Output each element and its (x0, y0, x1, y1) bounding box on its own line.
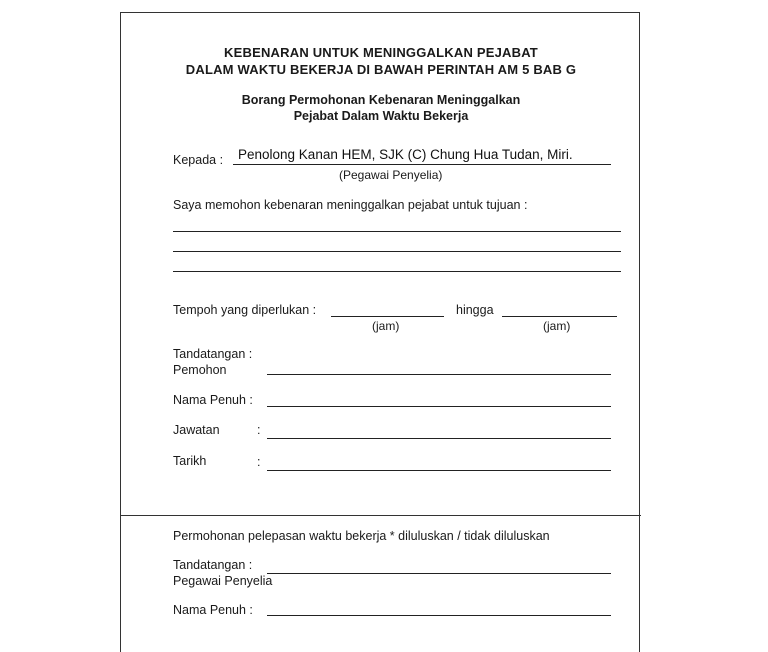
applicant-position-line[interactable] (267, 438, 611, 439)
duration-to-unit: (jam) (543, 319, 571, 333)
applicant-date-label: Tarikh (173, 454, 207, 468)
duration-from-line[interactable] (331, 316, 444, 317)
applicant-signature-label: Tandatangan : (173, 347, 253, 361)
recipient-line (233, 164, 611, 165)
form-subtitle-line1: Borang Permohonan Kebenaran Meninggalkan (241, 93, 521, 107)
duration-from-unit: (jam) (372, 319, 400, 333)
purpose-line-1[interactable] (173, 231, 621, 232)
recipient-caption: (Pegawai Penyelia) (339, 168, 443, 182)
purpose-line-2[interactable] (173, 251, 621, 252)
duration-label: Tempoh yang diperlukan : (173, 303, 317, 317)
duration-to-line[interactable] (502, 316, 617, 317)
section-divider (121, 515, 641, 516)
supervisor-signature-label-2: Pegawai Penyelia (173, 574, 273, 588)
applicant-date-colon: : (257, 455, 261, 469)
form-sheet (120, 12, 640, 652)
applicant-name-line[interactable] (267, 406, 611, 407)
purpose-line-3[interactable] (173, 271, 621, 272)
form-title-line1: KEBENARAN UNTUK MENINGGALKAN PEJABAT (224, 45, 538, 60)
supervisor-name-label: Nama Penuh : (173, 603, 253, 617)
form-title-line2: DALAM WAKTU BEKERJA DI BAWAH PERINTAH AM 5 BAB G (185, 62, 577, 77)
applicant-name-label: Nama Penuh : (173, 393, 253, 407)
recipient-value[interactable]: Penolong Kanan HEM, SJK (C) Chung Hua Tudan, Miri. (238, 147, 573, 162)
duration-until-label: hingga (456, 303, 494, 317)
recipient-label: Kepada : (173, 153, 224, 167)
approval-statement: Permohonan pelepasan waktu bekerja * diluluskan / tidak diluluskan (173, 529, 550, 543)
applicant-position-label: Jawatan (173, 423, 220, 437)
applicant-date-line[interactable] (267, 470, 611, 471)
purpose-label: Saya memohon kebenaran meninggalkan pejabat untuk tujuan : (173, 198, 528, 212)
supervisor-signature-line[interactable] (267, 573, 611, 574)
applicant-position-colon: : (257, 423, 261, 437)
applicant-signature-line[interactable] (267, 374, 611, 375)
form-subtitle-line2: Pejabat Dalam Waktu Bekerja (293, 109, 469, 123)
applicant-signature-label-2: Pemohon (173, 363, 227, 377)
supervisor-name-line[interactable] (267, 615, 611, 616)
supervisor-signature-label: Tandatangan : (173, 558, 253, 572)
